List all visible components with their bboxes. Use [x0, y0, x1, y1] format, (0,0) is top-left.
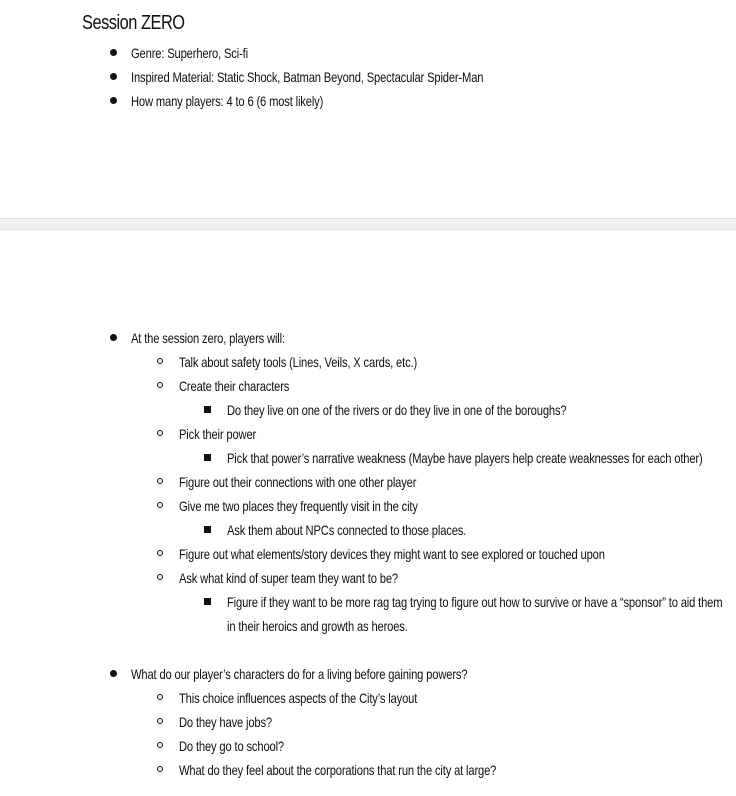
list-item-create-characters: Create their characters — [179, 378, 290, 394]
list-item-story-devices: Figure out what elements/story devices they might want to see explored or touched upon — [179, 546, 605, 562]
bullet-circle-icon — [157, 574, 163, 580]
bullet-square-icon — [204, 406, 211, 413]
bullet-circle-icon — [157, 382, 163, 388]
bullet-disc-icon — [110, 670, 117, 677]
document-title: Session ZERO — [82, 12, 185, 34]
bullet-circle-icon — [157, 550, 163, 556]
overview-item-genre: Genre: Superhero, Sci-fi — [131, 45, 248, 61]
bullet-circle-icon — [157, 694, 163, 700]
bullet-disc-icon — [110, 334, 117, 341]
list-item-school: Do they go to school? — [179, 738, 284, 754]
bullet-circle-icon — [157, 742, 163, 748]
sub-item-rivers-boroughs: Do they live on one of the rivers or do they live in one of the boroughs? — [227, 402, 567, 418]
list-item-corporations: What do they feel about the corporations that run the city at large? — [179, 762, 497, 778]
sub-item-npcs: Ask them about NPCs connected to those places. — [227, 522, 467, 538]
bullet-disc-icon — [110, 97, 117, 104]
sub-item-rag-tag-line-2: in their heroics and growth as heroes. — [227, 618, 408, 634]
bullet-circle-icon — [157, 478, 163, 484]
overview-item-inspired-material: Inspired Material: Static Shock, Batman Beyond, Spectacular Spider-Man — [131, 69, 484, 85]
list-item-super-team: Ask what kind of super team they want to be? — [179, 570, 398, 586]
list-item-two-places: Give me two places they frequently visit in the city — [179, 498, 418, 514]
bullet-square-icon — [204, 454, 211, 461]
bullet-disc-icon — [110, 49, 117, 56]
list-item-safety-tools: Talk about safety tools (Lines, Veils, X cards, etc.) — [179, 354, 418, 370]
living-heading: What do our player’s characters do for a living before gaining powers? — [131, 666, 468, 682]
list-item-connections: Figure out their connections with one other player — [179, 474, 417, 490]
list-item-jobs: Do they have jobs? — [179, 714, 273, 730]
bullet-circle-icon — [157, 718, 163, 724]
bullet-disc-icon — [110, 73, 117, 80]
list-item-city-layout: This choice influences aspects of the City’s layout — [179, 690, 418, 706]
document-page-2 — [0, 230, 736, 796]
sub-item-rag-tag-line-1: Figure if they want to be more rag tag trying to figure out how to survive or have a “sponsor” to aid them — [227, 594, 723, 610]
bullet-circle-icon — [157, 766, 163, 772]
page-break — [0, 218, 736, 230]
session-zero-heading: At the session zero, players will: — [131, 330, 285, 346]
document-page-1 — [0, 0, 736, 218]
bullet-circle-icon — [157, 430, 163, 436]
bullet-circle-icon — [157, 358, 163, 364]
bullet-square-icon — [204, 526, 211, 533]
bullet-square-icon — [204, 598, 211, 605]
list-item-pick-power: Pick their power — [179, 426, 257, 442]
overview-item-player-count: How many players: 4 to 6 (6 most likely) — [131, 93, 324, 109]
sub-item-power-weakness: Pick that power’s narrative weakness (Maybe have players help create weaknesses for each other) — [227, 450, 703, 466]
bullet-circle-icon — [157, 502, 163, 508]
